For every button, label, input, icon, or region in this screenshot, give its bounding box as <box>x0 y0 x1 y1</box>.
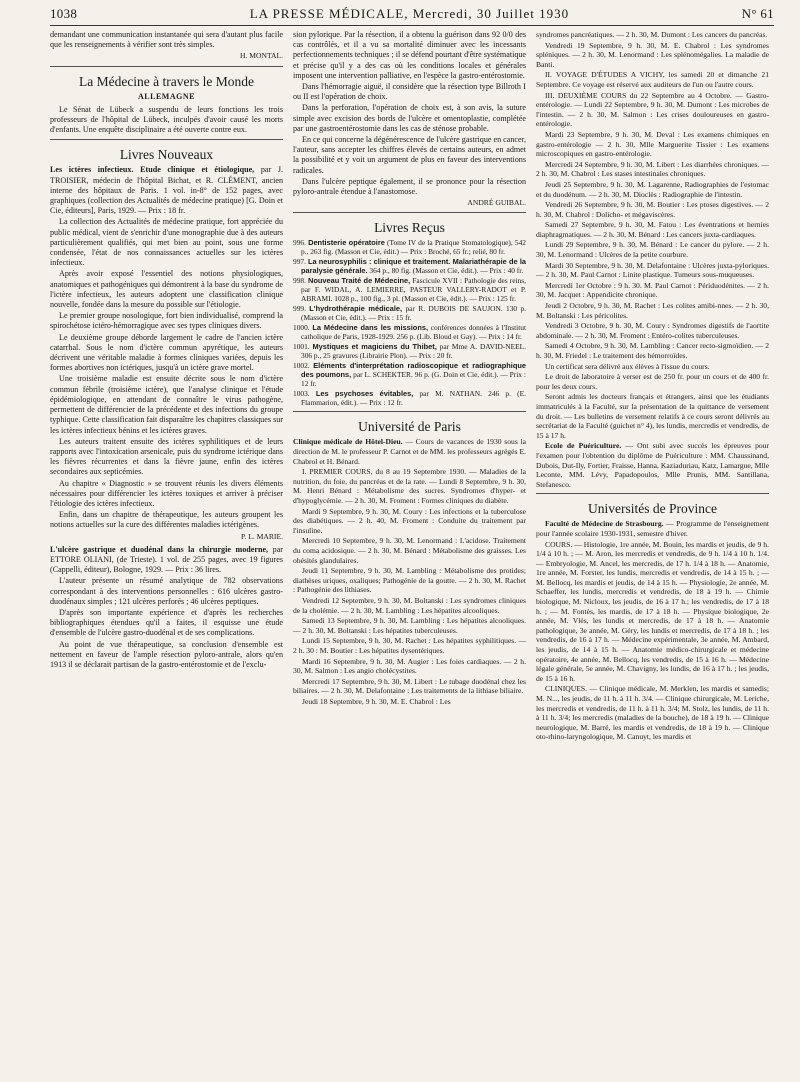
paragraph: COURS. — Histologie, 1re année, M. Bouin, les mardis et jeudis, de 9 h. 1/4 à 10 h. ; — M. Aron, les mercredis et vendredis, de 9 h. 1/4 à 10 h. 1/4. — Embryologie, M. Ancel, les mercredis, de 17 h. 1/4 à 18 h. — Anatomie, 1re année, M. Forster, les lundis, mercredis et vendredis, de 14 à 15 h. ; — M. Bellocq, les mardis et jeudis, de 14 à 15 h. — Physiologie, 2e année, M. Schaeffer, les lundis, mercredis et vendredis, de 18 à 19 h. — Chimie biologique, M. Nicloux, les jeudis, de 16 à 17 h.; les vendredis, de 17 à 18 h. ; — M. Fontès, les mardis, de 17 à 18 h. — Physique biologique, 2e année, M. Vlès, les lundis et mercredis, de 17 à 18 h. — Anatomie pathologique, 3e année, M. Géry, les lundis et mercredis, de 17 à 18 h. ; les vendredis, de 16 à 17 h. — Médecine expérimentale, 3e année, M. Ambard, les jeudis, de 14 à 15 h. — Anatomie médico-chirurgicale et médecine opératoire, 4e année, M. Bellocq, les vendredis, de 15 à 16 h. — Médecine légale générale, 5e année, M. Chavigny, les lundis, de 16 à 17 h. ; les jeudis, de 15 à 16 h. <box>536 539 769 683</box>
paragraph: Jeudi 18 Septembre, 9 h. 30, M. E. Chabrol : Les <box>302 696 451 706</box>
divider <box>536 493 769 494</box>
received-book-details: par M. NATHAN. 246 p. (E. Flammarion, édit.). — Prix : 12 fr. <box>301 389 526 408</box>
school-text: — Ont subi avec succès les épreuves pour l'examen pour l'obtention du diplôme de Puériculture : MM. Chaussinand, Dubois, Dut-Ily, Fortier, Fraisse, Hanna, Kaziaduriau, Katz, Lamargue, Mlle Leconte, MM. Lévy, Papadopoulos, Mlle Prunis, MM. Santillana, Stefanesco. <box>536 441 769 489</box>
received-book-details: Fascicule XVII : Pathologie des reins, par F. WIDAL, A. LEMIERRE, PASTEUR VALLERY-RADOT et P. ABRAMI. 1028 p., 100 fig., 3 pl. (Masson et Cie, édit.). — Prix : 125 fr. <box>301 276 526 304</box>
faculty-title: Faculté de Médecine de Strasbourg. <box>545 519 664 529</box>
book-entry <box>50 165 283 216</box>
paragraph: Un certificat sera délivré aux élèves à l'issue du cours. <box>545 361 710 371</box>
paragraph: III. DEUXIÈME COURS du 22 Septembre au 4 Octobre. — Gastro-entérologie. — Lundi 22 Septembre, 9 h. 30, M. Dumont : Les microbes de l'intestin. — 2 h. 30, M. Salmon : Les crises douloureuses en gastro-entérologie. <box>536 90 769 129</box>
signature: ANDRÉ GUIBAL. <box>467 198 526 208</box>
paragraph: Le deuxième groupe déborde largement le cadre de l'ancien ictère catarrhal. Sous le nom d'ictère commun apyrétique, les auteurs décrivent une véritable maladie à formes cliniques variées, depuis les formes abortives non ictériques, jusqu'à un ictère grave mortel. <box>50 332 283 373</box>
divider <box>50 139 283 140</box>
received-books-list <box>293 238 526 407</box>
received-book-title: Eléments d'interprétation radioscopique et radiographique des poumons, <box>301 361 526 380</box>
signature: P. L. MARIE. <box>241 531 283 541</box>
paragraph: sion pylorique. Par la résection, il a obtenu la guérison dans 92 0/0 des cas contrôlés, et il a vu sa mortalité diminuer avec les incessants perfectionnements techniques ; il se défend pourtant d'être systématique et précise qu'il y a des cas où les conditions locales et générales imposent une intervention palliative, en l'espèce la gastro-entérostomie. <box>293 30 526 80</box>
paragraph: syndromes pancréatiques. — 2 h. 30, M. Dumont : Les cancers du pancréas. <box>536 30 768 39</box>
paragraph: Seront admis les docteurs français et étrangers, ainsi que les étudiants immatriculés à la Faculté, sur la présentation de la quittance de versement du droit. — Les bulletins de versement relatifs à ce cours seront délivrés au secrétariat de la Faculté (guichet n° 4), les lundis, mercredis et vendredis, de 15 à 17 h. <box>536 392 769 440</box>
received-book-number: 999. <box>293 304 306 314</box>
received-book-details: conférences données à l'Institut catholique de Paris, 1928-1929. 256 p. (Lib. Bloud et Gay). — Prix : 14 fr. <box>301 323 526 342</box>
paragraph: Mardi 16 Septembre, 9 h. 30, M. Augier : Les foies cardiaques. — 2 h. 30, M. Salmon : Les angio cholécystites. <box>293 656 526 676</box>
paragraph: L'auteur présente un résumé analytique de 782 observations correspondant à des interventions personnelles : 616 ulcères gastro-duodénaux simples ; 121 ulcères perforés ; 46 ulcères peptiques. <box>50 576 283 606</box>
section-title: Universités de Province <box>588 501 717 517</box>
section-title: Université de Paris <box>358 419 461 435</box>
received-book-item <box>293 389 526 407</box>
paragraph: Mercredi 24 Septembre, 9 h. 30, M. Libert : Les diarrhées chroniques. — 2 h. 30, M. Chabrol : Les stases intestinales chroniques. <box>536 159 769 179</box>
paragraph: Jeudi 2 Octobre, 9 h. 30, M. Rachet : Les colites amibi-nnes. — 2 h. 30, M. Boltanski : Les péricolites. <box>536 301 769 320</box>
paragraph: Mercredi 17 Septembre, 9 h. 30, M. Libert : Le tubage duodénal chez les biliaires. — 2 h. 30, M. Delafontaine : Les traitements de la lithiase biliaire. <box>293 676 526 696</box>
page-header <box>50 6 774 26</box>
paragraph: Mardi 9 Septembre, 9 h. 30, M. Coury : Les infections et la tuberculose des diabétiques. — 2 h. 40, M. Froment : Conduite du traitement par l'insuline. <box>293 506 526 535</box>
school-title: Ecole de Puériculture. <box>545 441 622 451</box>
received-book-title: Les psychoses évitables, <box>315 389 414 399</box>
paragraph: Samedi 27 Septembre, 9 h. 30, M. Fatou : Les éventrations et hernies diaphragmatiques. — 2 h. 30, M. Bénard : Les cancers juxta-cardiaques. <box>536 220 769 239</box>
paragraph: Le Sénat de Lübeck a suspendu de leurs fonctions les trois professeurs de l'hôpital de Lübeck, inculpés d'avoir causé les morts d'enfants. Une enquête disciplinaire a été ouverte contre eux. <box>50 104 283 135</box>
book-reference: par J. TROISIER, médecin de l'hôpital Bichat, et R. CLÉMENT, ancien interne des hôpitaux de Paris. 1 vol. in-8° de 152 pages, avec graphiques (collection des Actualités de médecine pratique) [G. Doin et Cie, éditeurs], Paris, 1929. — Prix : 18 fr. <box>50 165 283 216</box>
course-title: Clinique médicale de Hôtel-Dieu. <box>293 437 403 447</box>
received-book-number: 996. <box>293 238 306 248</box>
paragraph: Vendredi 12 Septembre, 9 h. 30, M. Boltanski : Les syndromes cliniques de la cholémie. — 2 h. 30, M. Lambling : Les hépatites alcooliques. <box>293 595 526 615</box>
received-book-item <box>293 342 526 360</box>
received-book-number: 1001. <box>293 342 310 352</box>
received-book-number: 1002. <box>293 361 310 371</box>
paragraph: I. PREMIER COURS, du 8 au 19 Septembre 1930. — Maladies de la nutrition, du foie, du pancréas et de la rate. — Lundi 8 Septembre, 9 h. 30, M. Henri Bénard : Métabolisme des sucres. Syndromes d'hyper- et d'hypoglycémie. — 2 h. 30, M. Froment : Formes cliniques du diabète. <box>293 467 526 506</box>
page-number: 1038 <box>50 6 78 21</box>
received-book-title: La Médecine dans les missions, <box>312 323 428 333</box>
signature: H. MONTAL. <box>239 51 283 61</box>
course-entry <box>293 437 526 466</box>
received-book-details: par L. SCHEKTER. 96 p. (G. Doin et Cie, édit.). — Prix : 12 fr. <box>301 370 526 389</box>
paragraph: D'après son importante expérience et d'après les recherches bibliographiques étendues qu'il a faites, il esquisse une étude d'ensemble de l'ulcère gastro-duodénal et de ses complications. <box>50 607 283 638</box>
school-entry <box>536 441 769 489</box>
column-2 <box>293 30 526 1070</box>
received-book-number: 1000. <box>293 323 310 333</box>
received-book-number: 998. <box>293 276 306 286</box>
paragraph: Le droit de laboratoire à verser est de 250 fr. pour un cours et de 400 fr. pour les deux cours. <box>536 372 769 391</box>
paragraph: Vendredi 26 Septembre, 9 h. 30, M. Boutier : Les ptoses digestives. — 2 h. 30, M. Chabrol : Dolicho- et mégaviscères. <box>536 200 769 219</box>
paragraph: Les auteurs traitent ensuite des ictères syphilitiques et de leurs rapports avec l'intoxication arsenicale, puis du syndrome ictérique dans les fièvres récurrentes et dans la fièvre jaune, enfin des ictères secondaires aux septicémies. <box>50 436 283 477</box>
paragraph: Mercredi 1er Octobre : 9 h. 30. M. Paul Carnot : Périduodénites. — 2 h. 30, M. Jacquet : Appendicite chronique. <box>536 280 769 300</box>
received-book-title: L'hydrothérapie médicale, <box>309 304 403 314</box>
received-book-item <box>293 276 526 303</box>
section-title: Livres Nouveaux <box>119 147 214 163</box>
divider <box>293 212 526 213</box>
paragraph: Dans la perforation, l'opération de choix est, à son avis, la suture simple avec excision des bords de l'ulcère et omentoplastie, complétée par une gastroentérostomie dans les cas de sténose probable. <box>293 103 526 133</box>
section-title: Livres Reçus <box>374 220 445 236</box>
section-subtitle: ALLEMAGNE <box>138 91 195 101</box>
paragraph: Samedi 4 Octobre, 9 h. 30, M. Lambling : Cancer recto-sigmoïdien. — 2 h. 30, M. Friedel : Le traitement des hémorroïdes. <box>536 341 769 360</box>
faculty-intro: — Programme de l'enseignement pour l'année scolaire 1930-1931, semestre d'hiver. <box>536 519 769 538</box>
received-book-title: La neurosyphilis : clinique et traitement. Malariathérapie de la paralysie générale. <box>301 257 526 276</box>
issue-number: N° 61 <box>741 6 774 21</box>
paragraph: Jeudi 11 Septembre, 9 h. 30, M. Lambling : Métabolisme des protides; diathèses uriques, oxaliques; Pathogénie de la goutte. — 2 h. 30, M. Rachet : Pathogénie des lithiases. <box>293 566 526 595</box>
divider <box>50 66 283 67</box>
paragraph: Le premier groupe nosologique, fort bien individualisé, comprend la spirochétose ictéro-hémorragique avec ses types cliniques divers. <box>50 311 283 331</box>
section-title: La Médecine à travers le Monde <box>78 73 255 89</box>
paragraph: Dans l'ulcère peptique également, il se prononce pour la résection pyloro-antrale étendue à l'anastomose. <box>293 176 526 197</box>
received-book-details: par R. DUBOIS DE SAUJON. 130 p. (Masson et Cie, édit.). — Prix : 15 fr. <box>301 304 526 323</box>
received-book-item <box>293 257 526 275</box>
paragraph: Après avoir exposé l'essentiel des notions physiologiques, anatomiques et pathogéniques qui démontrent à la base du syndrome de l'ictère infectieux, les auteurs adoptent une classification clinique nouvelle, fondée dans la mesure du possible sur l'étiologie. <box>50 269 283 310</box>
paragraph: Vendredi 3 Octobre, 9 h. 30, M. Coury : Syndromes digestifs de l'aortite abdominale. — 2 h. 30, M. Froment : Entéro-colites tuberculeuses. <box>536 321 769 340</box>
book-reference: par ETTORE OLIANI, (de Trieste). 1 vol. de 255 pages, avec 19 figures (Cappelli, éditeur), Bologne, 1929. — Prix : 36 lires. <box>50 544 283 575</box>
paragraph: Vendredi 19 Septembre, 9 h. 30, M. E. Chabrol : Les syndromes spléniques. — 2 h. 30, M. Lenormand : Les splénomégalies. La maladie de Banti. <box>536 40 769 69</box>
intro-text: demandant une communication instantanée qui sera d'autant plus facile que les renseignements à vérifier sont très simples. <box>50 30 283 50</box>
book-entry <box>50 545 283 576</box>
paragraph: Lundi 15 Septembre, 9 h. 30, M. Rachet : Les hépatites syphilitiques. — 2 h. 30 : M. Boutier : Les hépatites dysentériques. <box>293 636 526 655</box>
book-title: Les ictères infectieux. Etude clinique et étiologique, <box>50 165 255 175</box>
paragraph: La collection des Actualités de médecine pratique, fort appréciée du public médical, vient de s'enrichir d'une monographie due à des auteurs particulièrement qualifiés, qui met bien au point, sous une forme condensée, l'état de nos connaissances actuelles sur les ictères infectieux. <box>50 217 283 268</box>
paragraph: Enfin, dans un chapitre de thérapeutique, les auteurs groupent les notions actuelles sur la cure des différentes maladies ictérigènes. <box>50 510 283 530</box>
received-book-title: Mystiques et magiciens du Thibet, <box>312 342 437 352</box>
received-book-details: (Tome IV de la Pratique Stomatologique), 542 p., 263 fig. (Masson et Cie, édit.) — Prix : Broché, 65 fr.; relié, 80 fr. <box>301 238 526 257</box>
paragraph: Dans l'hémorragie aiguë, il considère que la résection type Billroth I ou II est l'opération de choix. <box>293 82 526 102</box>
journal-title: LA PRESSE MÉDICALE, Mercredi, 30 Juillet 1930 <box>249 6 570 21</box>
received-book-item <box>293 323 526 341</box>
paragraph: CLINIQUES. — Clinique médicale, M. Merklen, les mardis et samedis; M. N..., les jeudis, de 11 h. à 11 h. 3/4. — Clinique chirurgicale, M. Leriche, les mercredis et vendredis, de 11 h. à 11 h. 3/4; M. Stolz, les lundis, de 11 h. à 11 h. 3/4; les mercredis (maladies de la bouche), de 18 à 19 h. — Clinique neurologique, M. Barré, les mardis et vendredis, de 18 à 19 h. — Clinique oto-rhino-laryngologique, M. Canuyt, les mardis et <box>536 684 769 742</box>
received-book-number: 997. <box>293 257 306 267</box>
received-book-title: Dentisterie opératoire <box>308 238 385 248</box>
course-intro: — Cours de vacances de 1930 sous la direction de M. le professeur P. Carnot et de MM. les professeurs agrégés E. Chabrol et H. Bénard. <box>293 437 526 466</box>
faculty-entry <box>536 519 769 538</box>
received-book-details: 364 p., 80 fig. (Masson et Cie, édit.). — Prix : 40 fr. <box>369 266 524 276</box>
paragraph: Lundi 29 Septembre, 9 h. 30, M. Bénard : Le cancer du pylore. — 2 h. 30, M. Lenormand : Ulcères de la petite courbure. <box>536 240 769 260</box>
paragraph: Jeudi 25 Septembre, 9 h. 30, M. Lagarenne, Radiographies de l'estomac et du duodénum. — 2 h. 30, M. Dioclès : Radiographie de l'intestin. <box>536 179 769 199</box>
received-book-item <box>293 304 526 322</box>
book-title: L'ulcère gastrique et duodénal dans la chirurgie moderne, <box>50 544 269 554</box>
divider <box>293 411 526 412</box>
paragraph: Mardi 30 Septembre, 9 h. 30, M. Delafontaine : Ulcères juxta-pyloriques. — 2 h. 30, M. Paul Carnot : Linite plastique. Tumeurs sous-muqueuses. <box>536 260 769 280</box>
paragraph: Au chapitre « Diagnostic » se trouvent réunis les divers éléments nécessaires pour différencier les ictères toxiques et arriver à préciser l'étiologie des ictères infectieux. <box>50 478 283 508</box>
column-3 <box>536 30 769 1070</box>
received-book-item <box>293 238 526 256</box>
paragraph: Une troisième maladie est ensuite décrite sous le nom d'ictère commun fébrile (troisième ictère), que l'analyse clinique et l'étude épidémiologique, en attendant de connaître le virus pathogène, permettent de différencier de la précédente et des infections du groupe typhique. Cette classification fait disparaître les chapitres classiques sur les ictères infectieux bénins et les ictères graves. <box>50 374 283 435</box>
paragraph: Au point de vue thérapeutique, sa conclusion d'ensemble est nettement en faveur de l'ample résection pyloro-antrale, alors qu'en 1913 il se déclarait partisan de la gastro-entérostomie et de l'exclu- <box>50 639 283 669</box>
column-1 <box>50 30 283 1070</box>
paragraph: Mercredi 10 Septembre, 9 h. 30, M. Lenormand : L'acidose. Traitement du coma acidosique. — 2 h. 30, M. Bénard : Métabolisme des graisses. Les obésités glandulaires. <box>293 536 526 565</box>
received-book-details: par Mme A. DAVID-NEEL. 306 p., 25 gravures (Librairie Plon). — Prix : 20 fr. <box>301 342 526 361</box>
received-book-number: 1003. <box>293 389 310 399</box>
received-book-item <box>293 361 526 388</box>
received-book-title: Nouveau Traité de Médecine, <box>308 276 411 286</box>
paragraph: II. VOYAGE D'ÉTUDES A VICHY, les samedi 20 et dimanche 21 Septembre. Ce voyage est réservé aux auditeurs de l'un ou l'autre cours. <box>536 70 769 89</box>
paragraph: Mardi 23 Septembre, 9 h. 30, M. Deval : Les examens chimiques en gastro-entérologie — 2 h. 30, Mlle Marguerite Tissier : Les examens microscopiques en gastro-entérologie. <box>536 129 769 159</box>
columns <box>50 30 774 1070</box>
paragraph: Samedi 13 Septembre, 9 h. 30, M. Lambling : Les hépatites alcooliques. — 2 h. 30, M. Boltanski : Les hépatites tuberculeuses. <box>293 616 526 635</box>
paragraph: En ce qui concerne la dégénérescence de l'ulcère gastrique en cancer, l'auteur, sans accepter les chiffres élevés de certains auteurs, en admet la possibilité et y voit un argument de plus en faveur des interventions radicales. <box>293 135 526 175</box>
